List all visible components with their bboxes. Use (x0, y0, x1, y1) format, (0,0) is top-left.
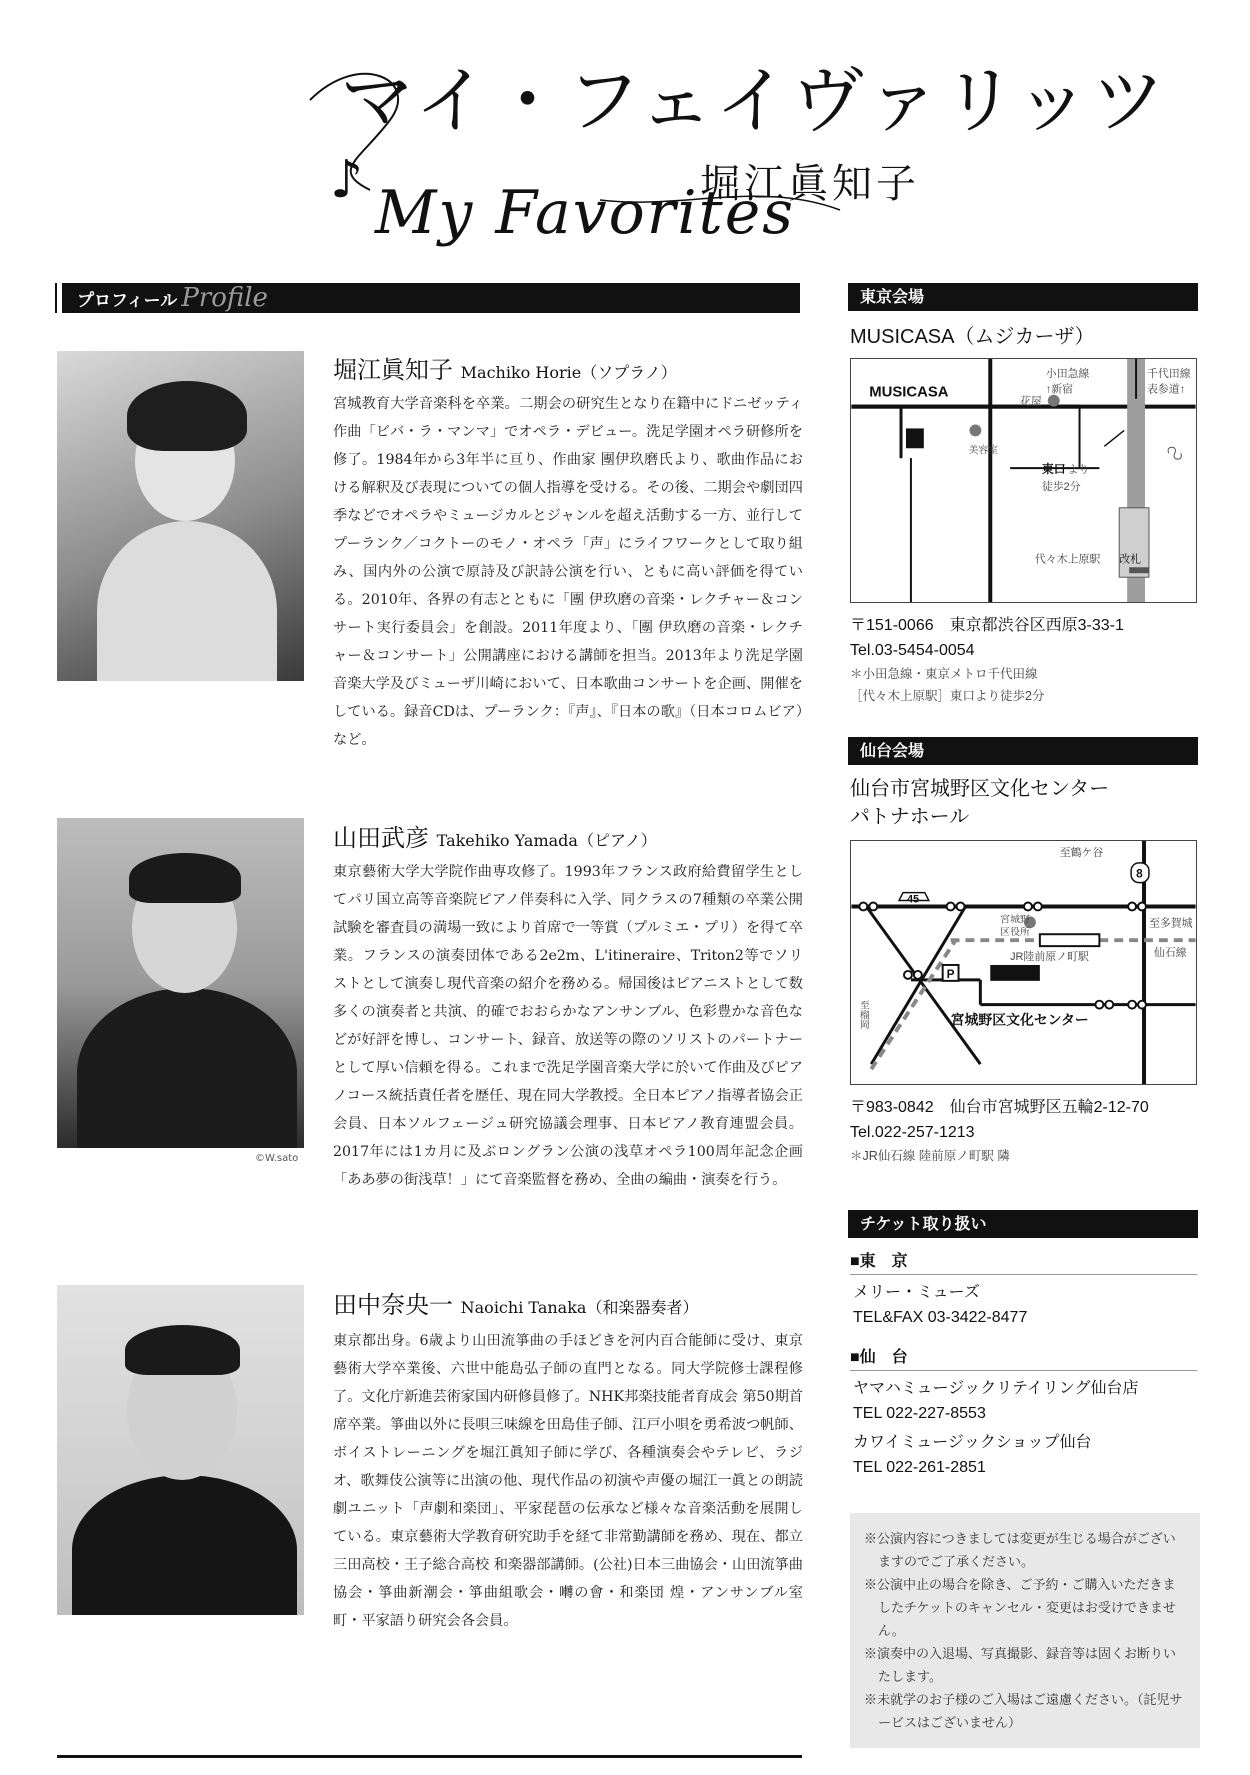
tokyo-tel: Tel.03-5454-0054 (850, 642, 975, 659)
map-florist: 花屋 (1020, 395, 1042, 408)
map-exit: 東口 (1041, 462, 1066, 477)
yamada-role: （ピアノ） (577, 831, 657, 850)
map-route-45: 45 (906, 893, 920, 906)
sendai-venue-name (850, 775, 1109, 831)
tanaka-name-en: Naoichi Tanaka (460, 1298, 587, 1317)
notes-box (850, 1513, 1200, 1748)
map-to-north: 至鶴ケ谷 (1059, 846, 1104, 859)
sendai-tel: Tel.022-257-1213 (850, 1124, 975, 1141)
tokyo-access-1: ＊小田急線・東京メトロ千代田線 (850, 667, 1038, 681)
tickets-tokyo-rule (850, 1274, 1197, 1275)
sendai-venue-name-1: 仙台市宮城野区文化センター (850, 778, 1110, 800)
map-exit-walk-b: 徒歩2分 (1041, 480, 1081, 493)
title-performer: 堀江眞知子 (700, 161, 920, 207)
profile-bio-tanaka: 東京都出身。6歳より山田流箏曲の手ほどきを河内百合能師に受け、東京藝術大学卒業後、六世中能島弘子師の直門となる。同大学院修士課程修了。文化庁新進芸術家国内研修員修了。NHK邦楽技能者育成会 第50期首席卒業。箏曲以外に長唄三味線を田島佳子師、江戸小唄を勇希波つ帆師、ボイストレーニングを堀江眞知子師に学び、各種演奏会やテレビ、ラジオ、歌舞伎公演等に出演の他、現代作品の初演や声優の堀江一眞との朗読劇ユニット「声劇和楽団」、平家琵琶の伝承など様々な音楽活動を展開している。東京藝術大学教育研究助手を経て非常勤講師を務め、現在、都立三田高校・王子総合高校 和楽器部講師。(公社)日本三曲協会・山田流箏曲協会・箏曲新潮会・箏曲組歌会・囀の會・和楽団 煌・アンサンブル室町・平家語り研究会各会員。 (333, 1333, 803, 1629)
photo-credit: ©W.sato (255, 1153, 299, 1164)
tickets-sendai-shop2: カワイミュージックショップ仙台 (853, 1434, 1092, 1451)
tickets-sendai-label: ■仙 台 (850, 1349, 908, 1366)
tickets-tokyo-label: ■東 京 (850, 1253, 908, 1270)
tickets-header: チケット取り扱い (848, 1210, 1198, 1238)
sendai-venue-name-2: パトナホール (850, 806, 970, 828)
yamada-name-jp: 山田武彦 (333, 824, 429, 852)
map-salon: 美容室 (968, 445, 999, 457)
horie-name-jp: 堀江眞知子 (333, 356, 453, 384)
note-item: ※公演中止の場合を除き、ご予約・ご購入いただきましたチケットのキャンセル・変更はお受けできません。 (864, 1577, 1176, 1638)
tokyo-access-2: ［代々木上原駅］東口より徒歩2分 (850, 689, 1045, 703)
note-item: ※公演内容につきましては変更が生じる場合がございますのでご了承ください。 (864, 1531, 1176, 1569)
sendai-venue-header: 仙台会場 (848, 737, 1198, 765)
sendai-address: 〒983-0842 仙台市宮城野区五輪2-12-70 (850, 1099, 1149, 1116)
note-item: ※未就学のお子様のご入場はご遠慮ください。（託児サービスはございません） (864, 1692, 1183, 1730)
map-to-tagajo: 至多賀城 (1148, 917, 1193, 930)
map-gate: 改札 (1119, 553, 1142, 566)
horie-photo (57, 351, 304, 681)
map-line1: 小田急線 (1045, 367, 1090, 380)
sendai-access: ＊JR仙石線 陸前原ノ町駅 隣 (850, 1149, 1010, 1163)
map-ward-office-2: 区役所 (1000, 927, 1030, 939)
music-note-icon: ♪ (330, 150, 364, 210)
map-parking: P (946, 966, 955, 981)
tickets-sendai-rule (850, 1370, 1197, 1371)
tanaka-name-jp: 田中奈央一 (333, 1291, 453, 1319)
tickets-tokyo-shop: メリー・ミューズ (853, 1284, 980, 1301)
map-exit-walk-a: より (1067, 464, 1090, 477)
map-musicasa-label: MUSICASA (869, 384, 949, 401)
tanaka-role: （和楽器奏者） (586, 1298, 699, 1317)
tokyo-address: 〒151-0066 東京都渋谷区西原3-33-1 (850, 617, 1124, 634)
profile-bio-horie: 宮城教育大学音楽科を卒業。二期会の研究生となり在籍中にドニゼッティ作曲「ビバ・ラ・マンマ」でオペラ・デビュー。洗足学園オペラ研修所を修了。1984年から3年半に亘り、作曲家 團伊玖磨氏より、歌曲作品における解釈及び表現についての個人指導を受ける。その後、二期会や劇団四季などでオペラやミュージカルとジャンルを超え活動する一方、並行してプーランク／コクトーのモノ・オペラ「声」にライフワークとして取り組み、国内外の公演で原詩及び訳詩公演を行い、ともに高い評価を得ている。2010年、各界の有志とともに「團 伊玖磨の音楽・レクチャー＆コンサート実行委員会」を創設。2011年度より、「團 伊玖磨の音楽・レクチャー＆コンサート」公開講座における講師を担当。2013年より洗足学園音楽大学及びミューザ川崎において、日本歌曲コンサートを企画、開催をしている。録音CDは、プーランク：『声』、『日本の歌』（日本コロムビア）など。 (333, 396, 803, 748)
bottom-rule (57, 1755, 802, 1758)
map-senseki: 仙石線 (1153, 947, 1187, 960)
tokyo-venue-map (850, 358, 1197, 603)
tickets-sendai-shop1: ヤマハミュージックリテイリング仙台店 (853, 1380, 1139, 1397)
sendai-venue-map (850, 840, 1197, 1085)
tokyo-venue-header: 東京会場 (848, 283, 1198, 311)
title-english: My Favorites (375, 178, 796, 248)
note-item: ※演奏中の入退場、写真撮影、録音等は固くお断りいたします。 (864, 1646, 1177, 1684)
sendai-address-block (850, 1095, 1149, 1167)
tokyo-venue-name: MUSICASA（ムジカーザ） (850, 326, 1095, 348)
map-ward-office-1: 宮城野 (1000, 914, 1030, 926)
profile-name-yamada (333, 818, 657, 853)
title-japanese: マイ・フェイヴァリッツ (340, 58, 1168, 144)
profile-section-label: プロフィール (77, 291, 178, 311)
horie-name-en: Machiko Horie (460, 363, 582, 382)
tokyo-address-block (850, 613, 1124, 707)
map-station: 代々木上原駅 (1034, 553, 1101, 566)
map-center-label: 宮城野区文化センター (950, 1011, 1089, 1028)
map-station-sendai: JR陸前原ノ町駅 (1010, 951, 1089, 964)
map-line2-dir: 表参道↑ (1146, 383, 1186, 396)
profile-section-header (55, 283, 800, 313)
tickets-tokyo-tel: TEL&FAX 03-3422-8477 (853, 1309, 1028, 1326)
yamada-photo (57, 818, 304, 1148)
map-to-sendai: 至榴岡 (857, 999, 869, 1030)
profile-name-horie (333, 350, 677, 385)
horie-role: （ソプラノ） (581, 363, 677, 382)
map-line1-dir: ↑新宿 (1045, 383, 1074, 396)
tanaka-photo (57, 1285, 304, 1615)
tickets-sendai-tel2: TEL 022-261-2851 (853, 1459, 986, 1476)
profile-name-tanaka (333, 1285, 698, 1320)
profile-section-sub: Profile (181, 283, 268, 313)
profile-bio-yamada: 東京藝術大学大学院作曲専攻修了。1993年フランス政府給費留学生としてパリ国立高等音楽院ピアノ伴奏科に入学、同クラスの7種類の卒業公開試験を審査員の満場一致により首席で一等賞（プルミエ・プリ）を得て卒業。フランスの演奏団体である2e2m、L'itineraire、Triton2等でソリストとして演奏し現代音楽の紹介を務める。帰国後はピアニストとして数多くの演奏者と共演、的確でおおらかなアンサンブル、色彩豊かな音色などが好評を博し、コンサート、録音、放送等の際のソリストのパートナーとして厚い信頼を得る。これまで洗足学園音楽大学に於いて作曲及びピアノコース統括責任者を歴任、現在同大学教授。全日本ピアノ指導者協会正会員、日本ソルフェージュ研究協議会理事、日本ピアノ教育連盟会員。2017年には1カ月に及ぶロングラン公演の浅草オペラ100周年記念企画「ああ夢の街浅草！」にて音楽監督を務め、全曲の編曲・演奏を行う。 (333, 864, 803, 1188)
map-line2: 千代田線 (1146, 367, 1191, 380)
map-route-8: 8 (1136, 866, 1143, 881)
yamada-name-en: Takehiko Yamada (436, 831, 578, 850)
tickets-sendai-tel1: TEL 022-227-8553 (853, 1405, 986, 1422)
